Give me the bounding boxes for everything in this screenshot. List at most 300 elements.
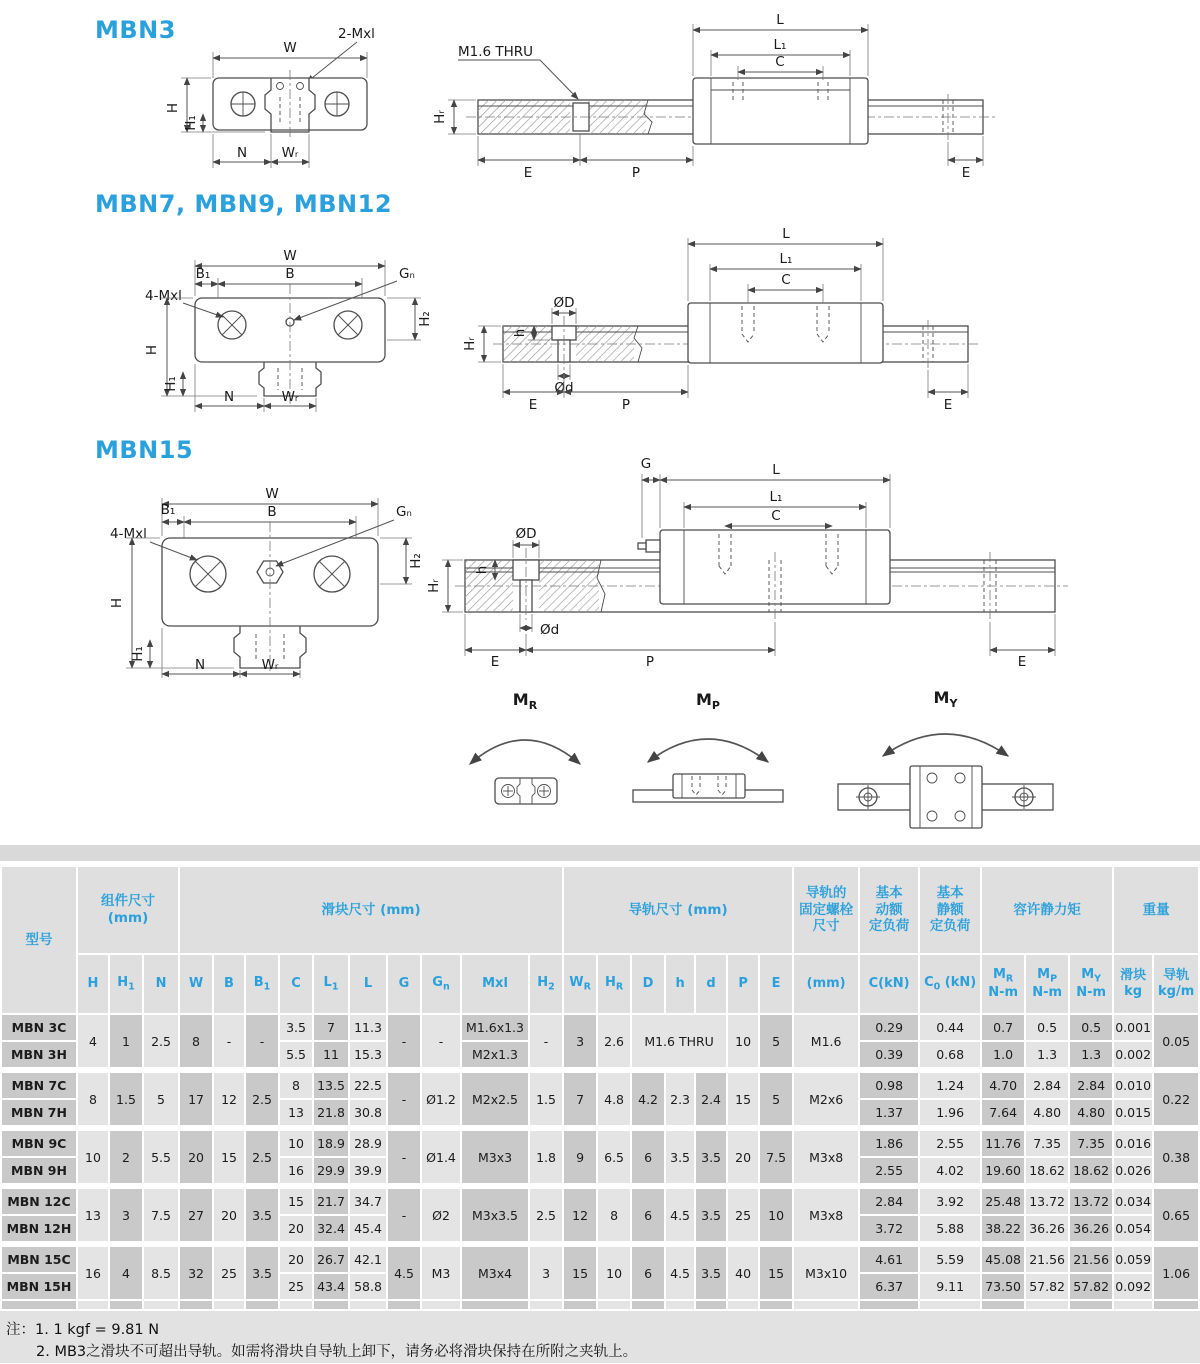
- dim-label-n: N: [223, 389, 235, 405]
- model-cell: MBN 3C: [2, 1015, 76, 1040]
- cell: M3x3.5: [462, 1189, 528, 1241]
- dim-label-h: H: [144, 344, 160, 356]
- cell: 8: [78, 1073, 108, 1125]
- table-top-band: [0, 845, 1200, 861]
- cell: 0.5: [1026, 1015, 1068, 1040]
- dim-label-c: C: [771, 508, 781, 524]
- cell: 0.016: [1114, 1131, 1152, 1156]
- dim-label-n: N: [236, 145, 248, 161]
- cell: 1.8: [530, 1131, 562, 1183]
- cell: 5: [760, 1015, 792, 1067]
- cell: 25.48: [982, 1189, 1024, 1214]
- cell: 1.24: [920, 1073, 980, 1098]
- mbn3-cross-section-diagram: [165, 22, 415, 190]
- cell: 2.84: [1070, 1073, 1112, 1098]
- cell: 2.5: [246, 1073, 278, 1125]
- dim-label-l: L: [776, 12, 784, 28]
- col-header-h: h: [666, 955, 694, 1013]
- cell: 3.92: [920, 1189, 980, 1214]
- cell: 2.55: [860, 1158, 918, 1183]
- dim-label-w: W: [283, 248, 297, 264]
- cell: -: [214, 1015, 244, 1067]
- cell: M1.6 THRU: [632, 1015, 726, 1067]
- dim-label-e: E: [523, 165, 533, 181]
- cell: 3.5: [280, 1015, 312, 1040]
- model-cell: MBN 15C: [2, 1247, 76, 1272]
- cell: 8: [598, 1189, 630, 1241]
- table-row: [2, 1247, 1198, 1272]
- cell: 13.72: [1070, 1189, 1112, 1214]
- dim-label-l: L: [782, 226, 790, 242]
- callout-gn: Gₙ: [396, 504, 412, 520]
- col-header-MY: $M_Y$ N-m: [1070, 955, 1112, 1013]
- cell: 16: [280, 1158, 312, 1183]
- cell: 8.5: [144, 1247, 178, 1299]
- col-header-slide-kg: 滑块 kg: [1114, 955, 1152, 1013]
- col-header-d: d: [696, 955, 726, 1013]
- cell: 0.22: [1154, 1073, 1198, 1125]
- cell: 0.015: [1114, 1100, 1152, 1125]
- section-title-mbn7-9-12: MBN7, MBN9, MBN12: [95, 190, 393, 218]
- cell: 4: [110, 1247, 142, 1299]
- cell: 21.56: [1070, 1247, 1112, 1272]
- cell: Ø2: [422, 1189, 460, 1241]
- cell: 4.80: [1026, 1100, 1068, 1125]
- cell: 1.3: [1026, 1042, 1068, 1067]
- cell: M1.6x1.3: [462, 1015, 528, 1040]
- cell: 1.37: [860, 1100, 918, 1125]
- model-cell: MBN 15H: [2, 1274, 76, 1299]
- cell: 5: [760, 1073, 792, 1125]
- col-header-WR: $W_R$: [564, 955, 596, 1013]
- model-cell: MBN 7C: [2, 1073, 76, 1098]
- cell: 4: [78, 1015, 108, 1067]
- mbn15-cross-section-diagram: [100, 450, 440, 682]
- group-header-dynamic-load: 基本 动额 定负荷: [860, 867, 918, 953]
- cell: 1.86: [860, 1131, 918, 1156]
- cell: M3x8: [794, 1131, 858, 1183]
- dim-label-hr: Hᵣ: [426, 579, 442, 593]
- moment-mr-label: $M_R$: [512, 690, 538, 713]
- dim-label-b: B: [285, 266, 295, 282]
- cell: 1.3: [1070, 1042, 1112, 1067]
- cell: 4.02: [920, 1158, 980, 1183]
- dim-label-hr: Hᵣ: [432, 110, 448, 124]
- cell: 18.9: [314, 1131, 348, 1156]
- cell: 0.05: [1154, 1015, 1198, 1067]
- cell: 4.61: [860, 1247, 918, 1272]
- moment-mp-figure: [618, 690, 798, 826]
- cell: 4.5: [666, 1189, 694, 1241]
- dim-label-w: W: [283, 40, 297, 56]
- dim-label-e: E: [528, 397, 538, 413]
- dim-label-2mxl: 2-Mxl: [338, 26, 375, 42]
- phillips-screw-icon: [231, 92, 255, 116]
- cell: 45.4: [350, 1216, 386, 1241]
- cell: 2.6: [598, 1015, 630, 1067]
- moment-my-icon: [828, 712, 1063, 842]
- cell: 32.4: [314, 1216, 348, 1241]
- dim-label-g: G: [640, 456, 652, 472]
- cell: 2.5: [144, 1015, 178, 1067]
- cell: M2x1.3: [462, 1042, 528, 1067]
- dim-label-e2: E: [961, 165, 971, 181]
- dim-label-w: W: [265, 486, 279, 502]
- group-header-weight: 重量: [1114, 867, 1198, 953]
- cell: -: [530, 1015, 562, 1067]
- cell: 9.11: [920, 1274, 980, 1299]
- footnotes: [0, 1311, 1200, 1364]
- col-header-B1: $B_1$: [246, 955, 278, 1013]
- cell: 20: [180, 1131, 212, 1183]
- col-header-Mxl: Mxl: [462, 955, 528, 1013]
- cell: 39.9: [350, 1158, 386, 1183]
- dim-label-c: C: [775, 54, 785, 70]
- col-header-P: P: [728, 955, 758, 1013]
- grease-nipple-icon: [638, 540, 660, 552]
- cell: M2x6: [794, 1073, 858, 1125]
- cell: 3: [530, 1247, 562, 1299]
- table-row: [2, 1189, 1198, 1214]
- group-header-assembly: 组件尺寸 (mm): [78, 867, 178, 953]
- cell: 1.96: [920, 1100, 980, 1125]
- cell: 32: [180, 1247, 212, 1299]
- section-title-mbn15: MBN15: [95, 436, 194, 464]
- cell: 5.59: [920, 1247, 980, 1272]
- dim-label-h2: H₂: [408, 553, 424, 569]
- cell: 45.08: [982, 1247, 1024, 1272]
- cell: 34.7: [350, 1189, 386, 1214]
- col-header-C: C: [280, 955, 312, 1013]
- dim-label-wr: Wᵣ: [281, 145, 299, 161]
- cell: 29.9: [314, 1158, 348, 1183]
- cell: 4.70: [982, 1073, 1024, 1098]
- dim-label-e2: E: [1017, 654, 1027, 666]
- dim-label-h2: H₂: [417, 311, 433, 327]
- col-header-H2: $H_2$: [530, 955, 562, 1013]
- col-header-G: G: [388, 955, 420, 1013]
- col-header-W: W: [180, 955, 212, 1013]
- cell: 4.5: [666, 1247, 694, 1299]
- cell: 27: [180, 1189, 212, 1241]
- dim-label-n: N: [194, 657, 206, 673]
- cell: 3.5: [696, 1247, 726, 1299]
- cell: 16: [78, 1247, 108, 1299]
- cell: 12: [564, 1189, 596, 1241]
- group-spacer: [2, 1069, 1198, 1071]
- cell: 57.82: [1026, 1274, 1068, 1299]
- phillips-screw-icon: [325, 92, 349, 116]
- cell: 57.82: [1070, 1274, 1112, 1299]
- cell: 5.88: [920, 1216, 980, 1241]
- mbn7-9-12-cross-section-diagram: [135, 222, 445, 417]
- group-spacer: [2, 1127, 1198, 1129]
- cell: 3.72: [860, 1216, 918, 1241]
- cell: Ø1.4: [422, 1131, 460, 1183]
- cell: 13: [280, 1100, 312, 1125]
- footnote-2: 2. MB3之滑块不可超出导轨。如需将滑块自导轨上卸下，请务必将滑块保持在所附之夹轨上。: [36, 1344, 638, 1361]
- cell: M1.6: [794, 1015, 858, 1067]
- cell: 3.5: [246, 1247, 278, 1299]
- cell: 6.5: [598, 1131, 630, 1183]
- cell: 12: [214, 1073, 244, 1125]
- model-cell: MBN 7H: [2, 1100, 76, 1125]
- cell: 1.06: [1154, 1247, 1198, 1299]
- cell: 6: [632, 1131, 664, 1183]
- cell: -: [388, 1131, 420, 1183]
- dim-label-h: H: [109, 597, 125, 609]
- cell: 4.2: [632, 1073, 664, 1125]
- cell: 30.8: [350, 1100, 386, 1125]
- col-header-HR: $H_R$: [598, 955, 630, 1013]
- col-header-H1: $H_1$: [110, 955, 142, 1013]
- cell: 0.68: [920, 1042, 980, 1067]
- group-header-moment: 容许静力矩: [982, 867, 1112, 953]
- dim-label-h-small: h: [512, 328, 528, 338]
- col-header-H: H: [78, 955, 108, 1013]
- cell: 7.5: [144, 1189, 178, 1241]
- moment-mp-label: $M_P$: [696, 690, 720, 713]
- cell: 15: [564, 1247, 596, 1299]
- dim-label-p: P: [621, 397, 631, 413]
- cell: 15: [280, 1189, 312, 1214]
- dim-label-h1: H₁: [130, 646, 146, 662]
- dim-label-hr: Hᵣ: [462, 337, 478, 351]
- cell: 2.4: [696, 1073, 726, 1125]
- cell: 1.0: [982, 1042, 1024, 1067]
- cell: 0.001: [1114, 1015, 1152, 1040]
- cell: 6: [632, 1189, 664, 1241]
- cell: -: [388, 1015, 420, 1067]
- cell: 3.5: [246, 1189, 278, 1241]
- cell: 6: [632, 1247, 664, 1299]
- table-row: [2, 1015, 1198, 1040]
- cell: 0.98: [860, 1073, 918, 1098]
- cell: 0.002: [1114, 1042, 1152, 1067]
- col-header-model: 型号: [2, 867, 76, 1013]
- dim-label-b1: B₁: [195, 266, 211, 282]
- dim-label-od: ØD: [515, 526, 537, 542]
- cell: 7.35: [1026, 1131, 1068, 1156]
- cell: 0.5: [1070, 1015, 1112, 1040]
- cell: 20: [280, 1247, 312, 1272]
- mbn7-9-12-side-view-diagram: [448, 220, 1013, 415]
- cell: 21.7: [314, 1189, 348, 1214]
- col-header-Gn: $G_n$: [422, 955, 460, 1013]
- cell: 3: [110, 1189, 142, 1241]
- cell: 15: [760, 1247, 792, 1299]
- cell: M3: [422, 1247, 460, 1299]
- cell: 0.65: [1154, 1189, 1198, 1241]
- dim-label-od: ØD: [553, 295, 575, 311]
- cell: 20: [728, 1131, 758, 1183]
- spec-table: [0, 865, 1200, 1311]
- cell: 2.55: [920, 1131, 980, 1156]
- cell: 2.84: [860, 1189, 918, 1214]
- col-header-MR: $M_R$ N-m: [982, 955, 1024, 1013]
- moment-mp-icon: [618, 714, 798, 826]
- cell: 7.64: [982, 1100, 1024, 1125]
- cell: 58.8: [350, 1274, 386, 1299]
- cell: 0.38: [1154, 1131, 1198, 1183]
- cell: 26.7: [314, 1247, 348, 1272]
- cell: 3.5: [696, 1189, 726, 1241]
- spec-table-section: [0, 845, 1200, 1363]
- table-row: [2, 1073, 1198, 1098]
- dim-label-l1: L₁: [769, 489, 783, 505]
- cell: 0.7: [982, 1015, 1024, 1040]
- callout-4mxl: 4-Mxl: [145, 288, 182, 304]
- col-header-C0kN: $C_0$ (kN): [920, 955, 980, 1013]
- dim-label-h: H: [165, 102, 181, 114]
- cell: 40: [728, 1247, 758, 1299]
- cell: 4.8: [598, 1073, 630, 1125]
- cell: M2x2.5: [462, 1073, 528, 1125]
- col-header-CkN: C(kN): [860, 955, 918, 1013]
- cell: 2.3: [666, 1073, 694, 1125]
- footnote-1: 注：1. 1 kgf = 9.81 N: [6, 1322, 160, 1338]
- cell: 18.62: [1070, 1158, 1112, 1183]
- cell: M3x8: [794, 1189, 858, 1241]
- cell: 3.5: [666, 1131, 694, 1183]
- cell: -: [388, 1189, 420, 1241]
- moment-my-figure: [828, 688, 1063, 842]
- cell: M3x10: [794, 1247, 858, 1299]
- cell: 0.026: [1114, 1158, 1152, 1183]
- cell: 3: [564, 1015, 596, 1067]
- dim-label-h-small: h: [474, 565, 490, 575]
- cell: 3.5: [696, 1131, 726, 1183]
- cell: 4.5: [388, 1247, 420, 1299]
- cell: 11: [314, 1042, 348, 1067]
- cell: 38.22: [982, 1216, 1024, 1241]
- col-header-L: L: [350, 955, 386, 1013]
- group-spacer: [2, 1243, 1198, 1245]
- cell: 15: [728, 1073, 758, 1125]
- model-cell: MBN 3H: [2, 1042, 76, 1067]
- cell: 0.092: [1114, 1274, 1152, 1299]
- cell: 13.5: [314, 1073, 348, 1098]
- col-header-E: E: [760, 955, 792, 1013]
- cell: 8: [180, 1015, 212, 1067]
- cell: 0.44: [920, 1015, 980, 1040]
- cell: 10: [728, 1015, 758, 1067]
- table-group-header-row: [2, 867, 1198, 953]
- dim-label-wr: Wᵣ: [281, 389, 299, 405]
- cell: 5: [144, 1073, 178, 1125]
- cell: -: [388, 1073, 420, 1125]
- dim-label-p: P: [645, 654, 655, 666]
- cell: 15.3: [350, 1042, 386, 1067]
- mbn3-side-view-diagram: [408, 2, 1018, 182]
- table-bottom-edge: [2, 1301, 1198, 1309]
- cell: 28.9: [350, 1131, 386, 1156]
- dim-label-wr: Wᵣ: [261, 657, 279, 673]
- cell: 11.3: [350, 1015, 386, 1040]
- dim-label-e2: E: [943, 397, 953, 413]
- group-header-rail: 导轨尺寸 (mm): [564, 867, 792, 953]
- cell: 15: [214, 1131, 244, 1183]
- cell: 18.62: [1026, 1158, 1068, 1183]
- cell: 1.5: [530, 1073, 562, 1125]
- cell: 21.8: [314, 1100, 348, 1125]
- cell: 8: [280, 1073, 312, 1098]
- cell: 13: [78, 1189, 108, 1241]
- table-row: [2, 1131, 1198, 1156]
- cell: 20: [280, 1216, 312, 1241]
- cell: 73.50: [982, 1274, 1024, 1299]
- cell: 10: [280, 1131, 312, 1156]
- cell: 7: [314, 1015, 348, 1040]
- cell: 42.1: [350, 1247, 386, 1272]
- group-header-bolt: 导轨的 固定螺栓 尺寸: [794, 867, 858, 953]
- cell: 17: [180, 1073, 212, 1125]
- model-cell: MBN 12C: [2, 1189, 76, 1214]
- cell: 13.72: [1026, 1189, 1068, 1214]
- model-cell: MBN 12H: [2, 1216, 76, 1241]
- moment-my-label: $M_Y$: [933, 688, 958, 711]
- cell: 7: [564, 1073, 596, 1125]
- cell: 19.60: [982, 1158, 1024, 1183]
- cell: 6.37: [860, 1274, 918, 1299]
- cell: 2: [110, 1131, 142, 1183]
- cell: 25: [214, 1247, 244, 1299]
- cell: 1.5: [110, 1073, 142, 1125]
- dim-label-l1: L₁: [773, 37, 787, 53]
- cell: 2.5: [246, 1131, 278, 1183]
- cell: 10: [598, 1247, 630, 1299]
- cell: 0.054: [1114, 1216, 1152, 1241]
- model-cell: MBN 9H: [2, 1158, 76, 1183]
- callout-m16-thru: M1.6 THRU: [458, 44, 534, 60]
- group-spacer: [2, 1185, 1198, 1187]
- dim-label-od-small: Ød: [554, 380, 574, 396]
- group-header-block: 滑块尺寸 (mm): [180, 867, 562, 953]
- cell: 10: [78, 1131, 108, 1183]
- cell: Ø1.2: [422, 1073, 460, 1125]
- cell: 21.56: [1026, 1247, 1068, 1272]
- cell: 0.034: [1114, 1189, 1152, 1214]
- cell: 1: [110, 1015, 142, 1067]
- cell: 20: [214, 1189, 244, 1241]
- cell: 2.84: [1026, 1073, 1068, 1098]
- dim-label-h1: H₁: [183, 115, 199, 131]
- group-header-static-load: 基本 静额 定负荷: [920, 867, 980, 953]
- dim-label-e: E: [490, 654, 500, 666]
- cell: 10: [760, 1189, 792, 1241]
- cell: 2.5: [530, 1189, 562, 1241]
- table-sub-header-row: [2, 955, 1198, 1013]
- cell: 25: [280, 1274, 312, 1299]
- cell: 0.29: [860, 1015, 918, 1040]
- model-cell: MBN 9C: [2, 1131, 76, 1156]
- cell: 0.059: [1114, 1247, 1152, 1272]
- section-title-mbn3: MBN3: [95, 16, 176, 44]
- cell: 5.5: [280, 1042, 312, 1067]
- cell: 7.35: [1070, 1131, 1112, 1156]
- dim-label-b: B: [267, 504, 277, 520]
- dim-label-p: P: [631, 165, 641, 181]
- moment-mr-figure: [440, 690, 610, 826]
- mbn15-side-view-diagram: [420, 438, 1110, 666]
- cell: -: [422, 1015, 460, 1067]
- col-header-D: D: [632, 955, 664, 1013]
- col-header-B: B: [214, 955, 244, 1013]
- cell: M3x4: [462, 1247, 528, 1299]
- cell: 9: [564, 1131, 596, 1183]
- dim-label-od-small: Ød: [540, 622, 560, 638]
- cell: 0.39: [860, 1042, 918, 1067]
